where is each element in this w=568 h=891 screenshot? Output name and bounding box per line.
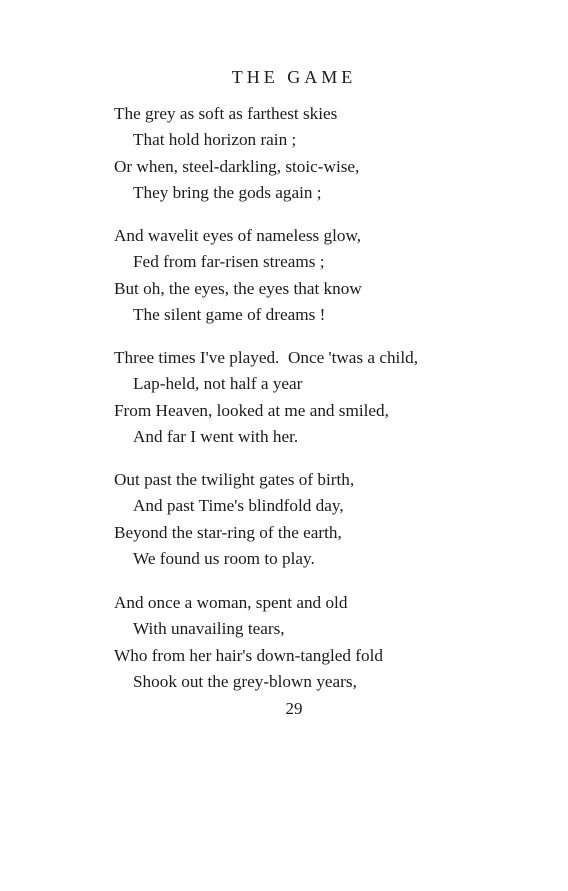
stanza-2	[114, 223, 544, 328]
poem-line: That hold horizon rain ;	[133, 130, 297, 150]
poem-line: Beyond the star-ring of the earth,	[114, 522, 342, 542]
poem-line: Out past the twilight gates of birth,	[114, 470, 355, 489]
stanza-5	[114, 590, 544, 695]
stanza-4	[114, 467, 544, 572]
poem-line: We found us room to play.	[133, 548, 315, 568]
poem-line: And once a woman, spent and old	[114, 593, 348, 612]
poem-line: With unavailing tears,	[133, 619, 285, 639]
poem-line: But oh, the eyes, the eyes that know	[114, 278, 362, 298]
poem-line: Who from her hair's down-tangled fold	[114, 645, 383, 665]
poem-line: And far I went with her.	[133, 426, 299, 446]
poem-title: THE GAME	[231, 67, 357, 87]
poem-line: Fed from far-risen streams ;	[133, 252, 325, 272]
stanza-3	[114, 345, 544, 450]
poem-line: Shook out the grey-blown years,	[133, 671, 357, 691]
poem-line: The silent game of dreams !	[133, 304, 326, 324]
page-number: 29	[285, 699, 303, 718]
poem-line: From Heaven, looked at me and smiled,	[114, 400, 389, 420]
poem-line: The grey as soft as farthest skies	[114, 104, 338, 123]
poem-line: Three times I've played. Once 'twas a child,	[114, 348, 418, 367]
poem-line: Lap-held, not half a year	[133, 374, 303, 394]
poem-line: And past Time's blindfold day,	[133, 496, 344, 516]
poem-line: They bring the gods again ;	[133, 182, 322, 202]
poem-line: Or when, steel-darkling, stoic-wise,	[114, 156, 360, 176]
stanza-1	[114, 101, 544, 206]
poem-line: And wavelit eyes of nameless glow,	[114, 226, 362, 245]
